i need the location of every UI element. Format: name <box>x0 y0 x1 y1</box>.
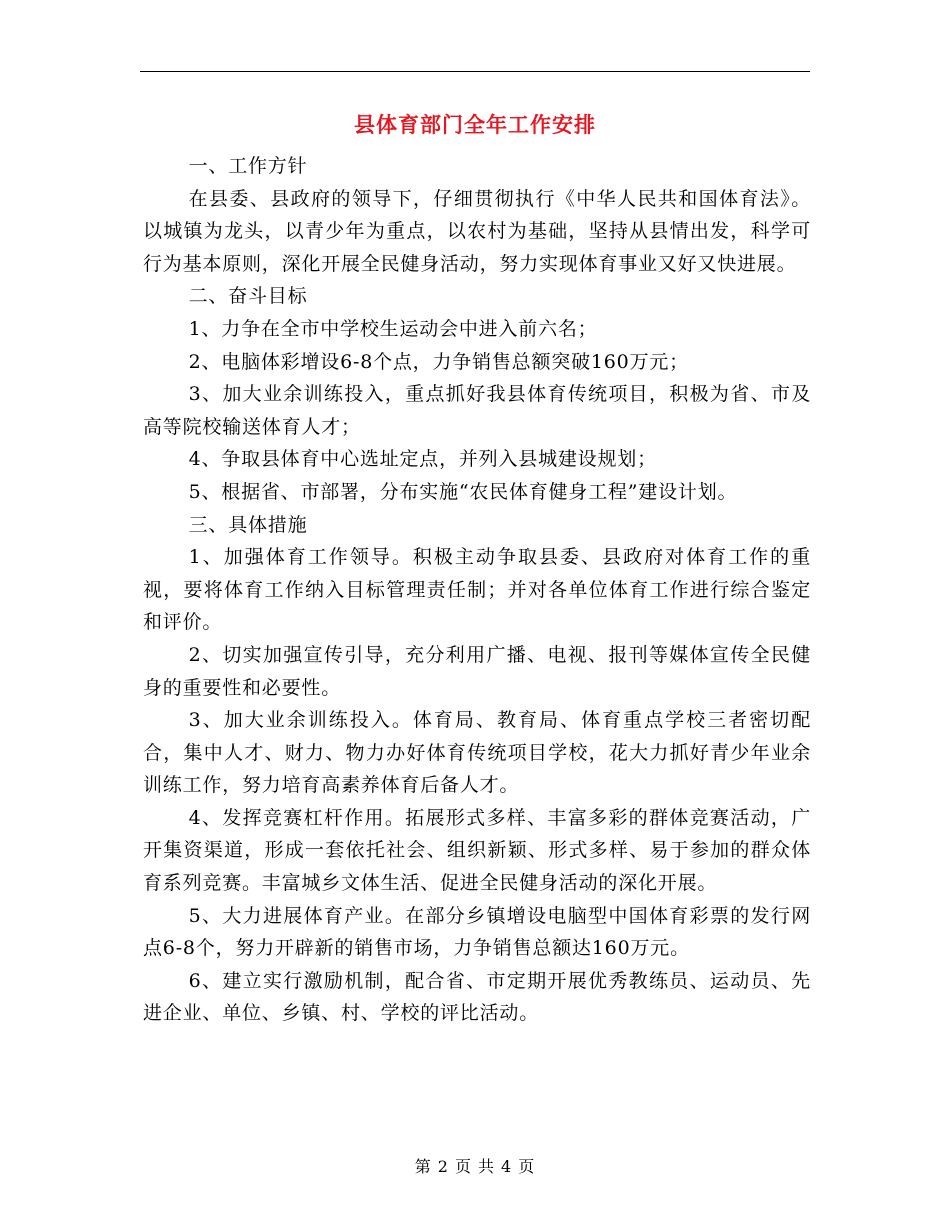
document-title: 县体育部门全年工作安排 <box>354 112 596 137</box>
document-body <box>143 150 811 1030</box>
section-heading-policy: 一、工作方针 <box>188 155 308 177</box>
goal-item-4: 4、争取县体育中心选址定点，并列入县城建设规划； <box>188 448 657 471</box>
measure-item-3: 3、加大业余训练投入。体育局、教育局、体育重点学校三者密切配合，集中人才、财力、物力办好体育传统项目学校，花大力抓好青少年业余训练工作，努力培育高素养体育后备人才。 <box>143 709 811 797</box>
header-rule <box>140 71 810 72</box>
measure-item-5: 5、大力进展体育产业。在部分乡镇增设电脑型中国体育彩票的发行网点6-8个，努力开辟新的销售市场，力争销售总额达160万元。 <box>143 904 811 960</box>
goal-item-3: 3、加大业余训练投入，重点抓好我县体育传统项目，积极为省、市及高等院校输送体育人才； <box>143 383 811 438</box>
goal-item-1: 1、力争在全市中学校生运动会中进入前六名； <box>188 317 598 340</box>
measure-item-2: 2、切实加强宣传引导，充分利用广播、电视、报刊等媒体宣传全民健身的重要性和必要性。 <box>143 643 811 699</box>
measure-item-4: 4、发挥竞赛杠杆作用。拓展形式多样、丰富多彩的群体竞赛活动，广开集资渠道，形成一套依托社会、组织新颖、形式多样、易于参加的群众体育系列竞赛。丰富城乡文体生活、促进全民健身活动的深化开展。 <box>143 806 811 895</box>
page-label-prefix: 第 <box>414 1157 432 1176</box>
measure-item-1: 1、加强体育工作领导。积极主动争取县委、县政府对体育工作的重视，要将体育工作纳入目标管理责任制；并对各单位体育工作进行综合鉴定和评价。 <box>143 546 811 634</box>
page-label-mid2: 共 <box>478 1157 496 1176</box>
paragraph-policy: 在县委、县政府的领导下，仔细贯彻执行《中华人民共和国体育法》。以城镇为龙头，以青少年为重点，以农村为基础，坚持从县情出发，科学可行为基本原则，深化开展全民健身活动，努力实现体育事业又好又快进展。 <box>143 187 811 275</box>
measure-item-6: 6、建立实行激励机制，配合省、市定期开展优秀教练员、运动员、先进企业、单位、乡镇、村、学校的评比活动。 <box>143 969 811 1025</box>
current-page-number: 2 <box>437 1157 449 1176</box>
page-label-mid1: 页 <box>454 1157 472 1176</box>
goal-item-2: 2、电脑体彩增设6-8个点，力争销售总额突破160万元； <box>188 350 689 373</box>
section-heading-measures: 三、具体措施 <box>188 513 308 536</box>
page-label-suffix: 页 <box>518 1157 536 1176</box>
total-pages-number: 4 <box>501 1157 513 1176</box>
section-heading-goals: 二、奋斗目标 <box>188 285 308 308</box>
page-footer <box>0 1154 950 1177</box>
goal-item-5: 5、根据省、市部署，分布实施“农民体育健身工程”建设计划。 <box>188 480 738 503</box>
